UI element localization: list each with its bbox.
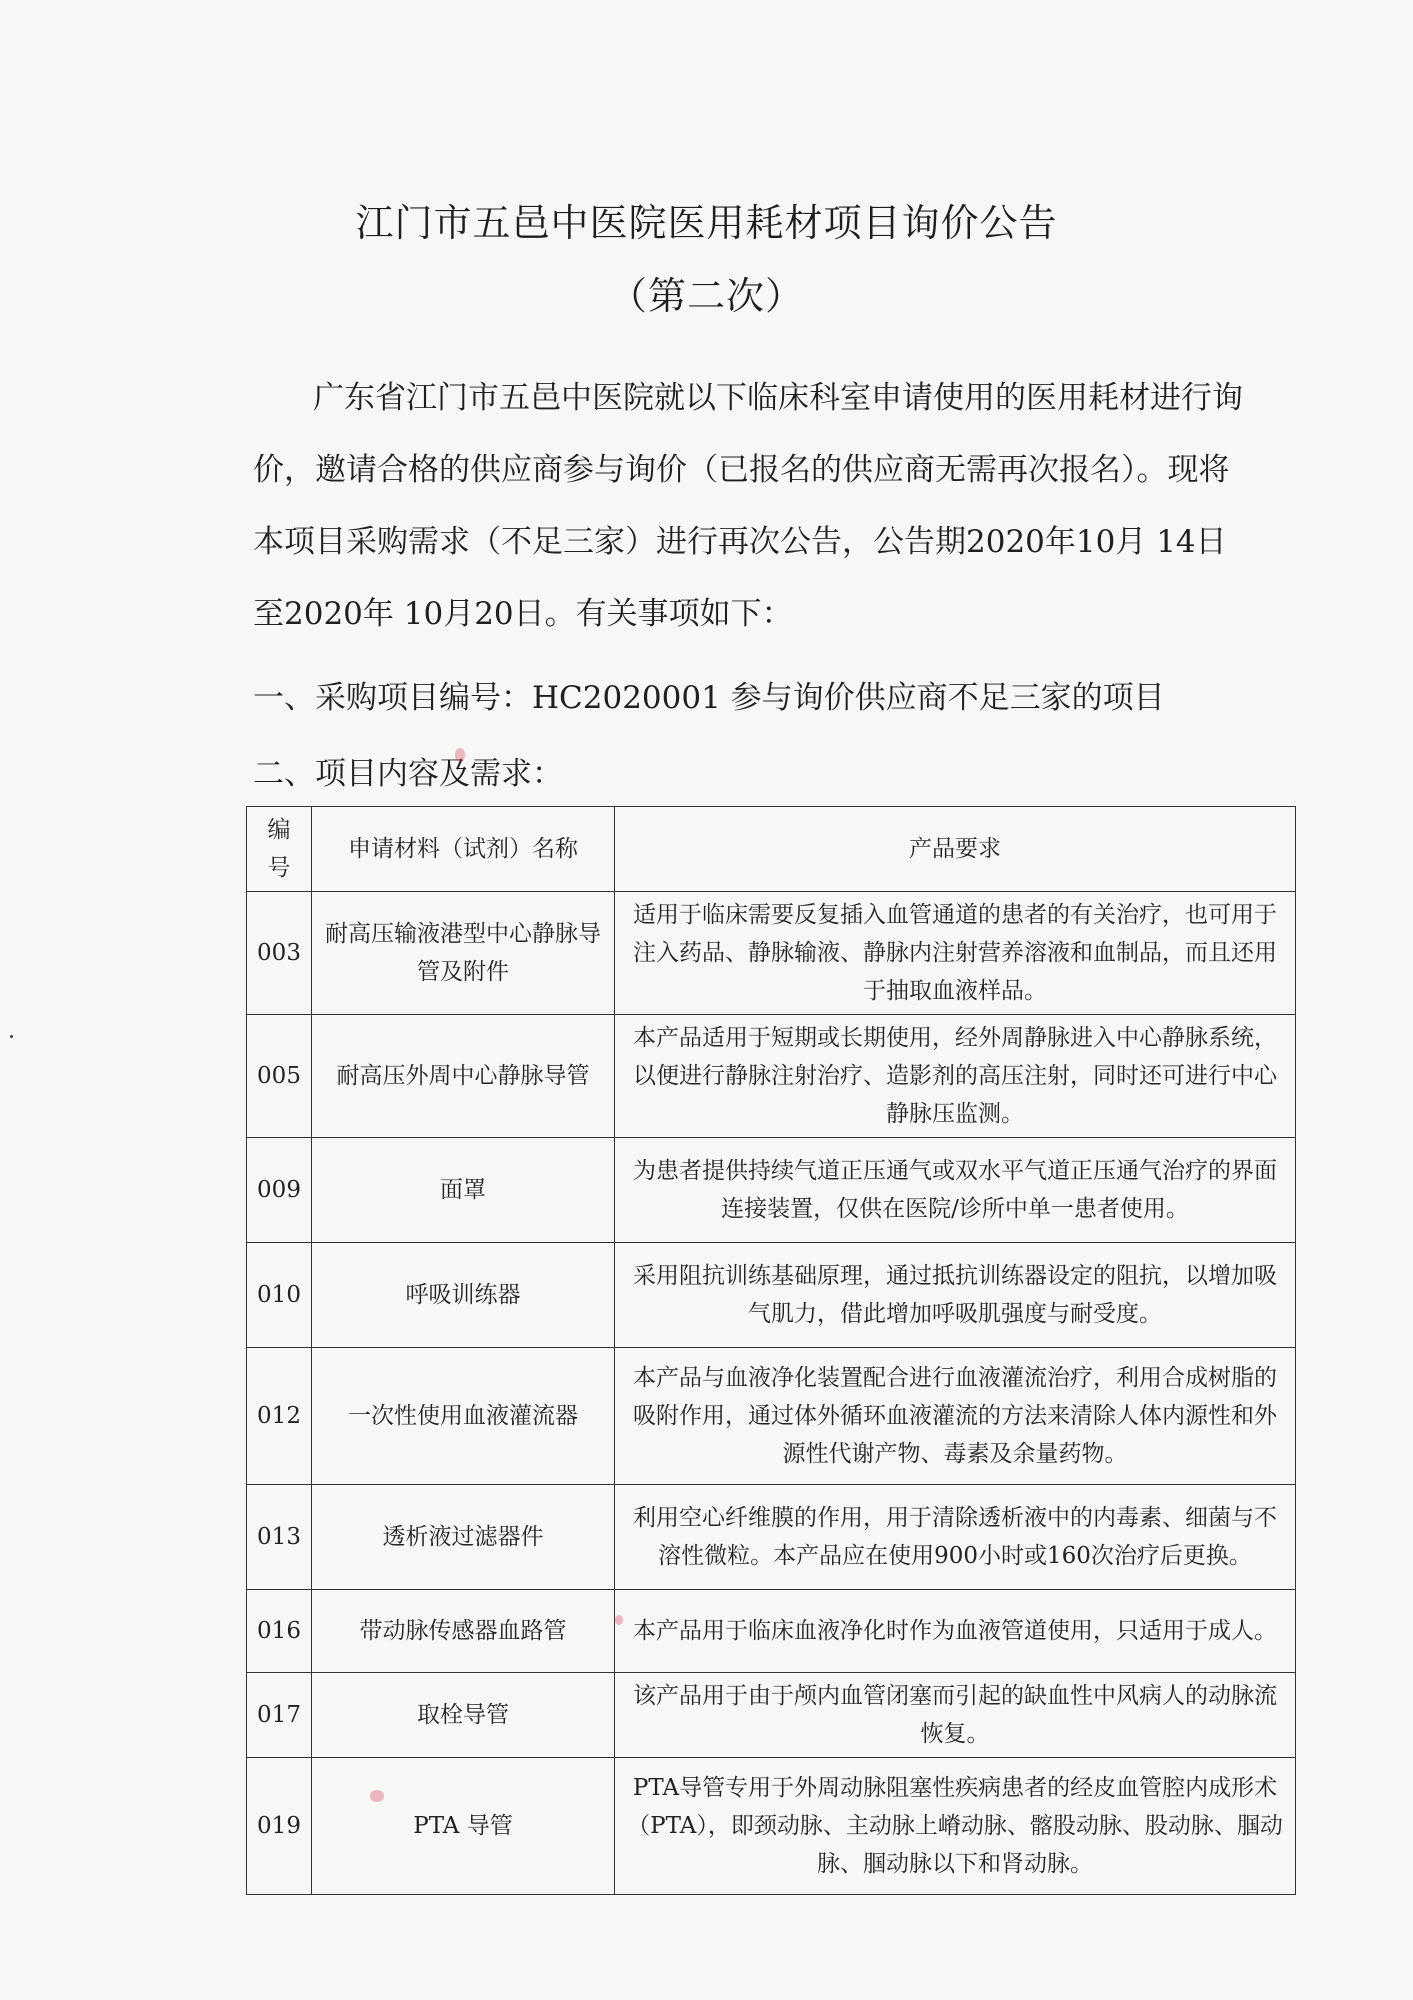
ink-mark	[455, 748, 465, 762]
row-no: 013	[247, 1485, 312, 1590]
table-row	[247, 892, 1296, 1015]
intro-paragraph	[253, 362, 1243, 650]
row-name: 取栓导管	[312, 1673, 615, 1758]
row-no: 016	[247, 1590, 312, 1673]
row-requirement: 本产品适用于短期或长期使用，经外周静脉进入中心静脉系统，以便进行静脉注射治疗、造影剂的高压注射，同时还可进行中心静脉压监测。	[615, 1015, 1296, 1138]
intro-text: 广东省江门市五邑中医院就以下临床科室申请使用的医用耗材进行询价，邀请合格的供应商参与询价（已报名的供应商无需再次报名）。现将本项目采购需求（不足三家）进行再次公告，公告期2020年10月 14日至2020年 10月20日。有关事项如下：	[253, 380, 1243, 632]
row-no: 019	[247, 1758, 312, 1895]
row-name: PTA 导管	[312, 1758, 615, 1895]
row-requirement: 该产品用于由于颅内血管闭塞而引起的缺血性中风病人的动脉流恢复。	[615, 1673, 1296, 1758]
row-requirement: 利用空心纤维膜的作用，用于清除透析液中的内毒素、细菌与不溶性微粒。本产品应在使用900小时或160次治疗后更换。	[615, 1485, 1296, 1590]
row-name: 透析液过滤器件	[312, 1485, 615, 1590]
scan-speck	[10, 1035, 13, 1038]
row-name: 呼吸训练器	[312, 1243, 615, 1348]
row-name: 耐高压输液港型中心静脉导管及附件	[312, 892, 615, 1015]
table-row	[247, 1138, 1296, 1243]
row-requirement: 本产品与血液净化装置配合进行血液灌流治疗，利用合成树脂的吸附作用，通过体外循环血液灌流的方法来清除人体内源性和外源性代谢产物、毒素及余量药物。	[615, 1348, 1296, 1485]
header-name: 申请材料（试剂）名称	[312, 807, 615, 892]
header-no: 编号	[247, 807, 312, 892]
row-requirement: 本产品用于临床血液净化时作为血液管道使用，只适用于成人。	[615, 1590, 1296, 1673]
row-requirement: 为患者提供持续气道正压通气或双水平气道正压通气治疗的界面连接装置，仅供在医院/诊所中单一患者使用。	[615, 1138, 1296, 1243]
page-title: 江门市五邑中医院医用耗材项目询价公告	[355, 201, 1058, 245]
table-header-row	[247, 807, 1296, 892]
row-no: 005	[247, 1015, 312, 1138]
row-name: 耐高压外周中心静脉导管	[312, 1015, 615, 1138]
table-row	[247, 1348, 1296, 1485]
table-row	[247, 1590, 1296, 1673]
ink-mark	[615, 1615, 623, 1625]
row-no: 012	[247, 1348, 312, 1485]
table-row	[247, 1758, 1296, 1895]
table-row	[247, 1243, 1296, 1348]
row-no: 010	[247, 1243, 312, 1348]
row-name: 一次性使用血液灌流器	[312, 1348, 615, 1485]
row-name: 带动脉传感器血路管	[312, 1590, 615, 1673]
table-row	[247, 1673, 1296, 1758]
row-no: 017	[247, 1673, 312, 1758]
section-2: 二、项目内容及需求：	[253, 756, 563, 792]
page-subtitle: （第二次）	[608, 274, 804, 318]
ink-mark	[370, 1790, 384, 1802]
row-name: 面罩	[312, 1138, 615, 1243]
table-row	[247, 1485, 1296, 1590]
row-requirement: 采用阻抗训练基础原理，通过抵抗训练器设定的阻抗，以增加吸气肌力，借此增加呼吸肌强度与耐受度。	[615, 1243, 1296, 1348]
table-row	[247, 1015, 1296, 1138]
row-requirement: 适用于临床需要反复插入血管通道的患者的有关治疗，也可用于注入药品、静脉输液、静脉内注射营养溶液和血制品，而且还用于抽取血液样品。	[615, 892, 1296, 1015]
section-1: 一、采购项目编号：HC2020001 参与询价供应商不足三家的项目	[253, 680, 1165, 716]
row-requirement: PTA导管专用于外周动脉阻塞性疾病患者的经皮血管腔内成形术（PTA），即颈动脉、主动脉上嵴动脉、髂股动脉、股动脉、腘动脉、腘动脉以下和肾动脉。	[615, 1758, 1296, 1895]
row-no: 009	[247, 1138, 312, 1243]
items-table	[246, 806, 1296, 1895]
header-requirement: 产品要求	[615, 807, 1296, 892]
row-no: 003	[247, 892, 312, 1015]
